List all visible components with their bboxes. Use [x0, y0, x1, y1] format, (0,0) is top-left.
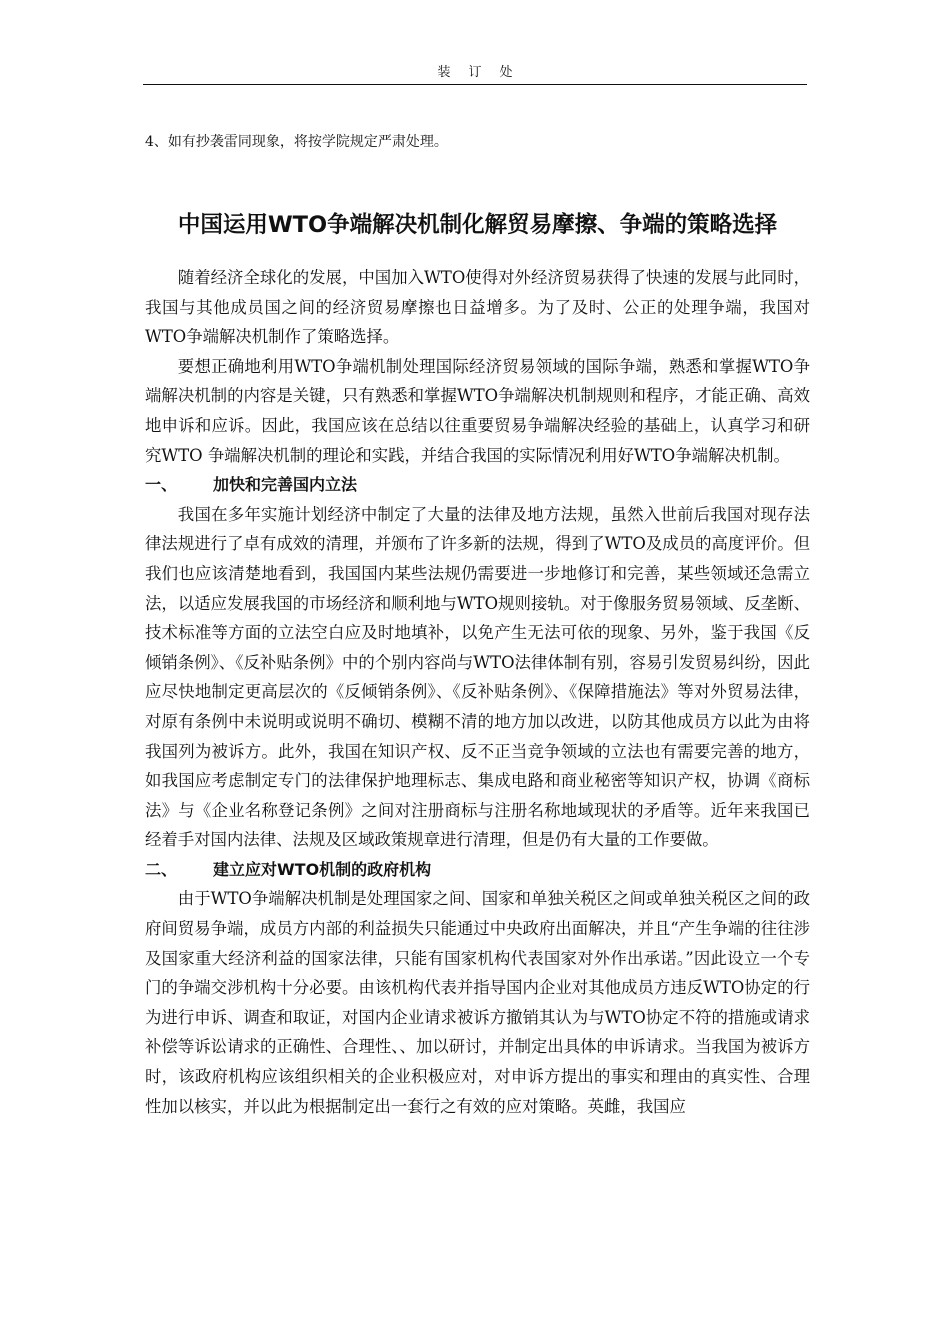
header-rule [143, 84, 807, 85]
binding-margin-label: 装订处 [437, 65, 531, 80]
document-body [145, 263, 810, 1121]
section-heading-1 [145, 470, 810, 500]
section-1-paragraph: 我国在多年实施计划经济中制定了大量的法律及地方法规，虽然入世前后我国对现存法律法规进行了卓有成效的清理，并颁布了许多新的法规，得到了WTO及成员的高度评价。但我们也应该清楚地看到，我国国内某些法规仍需要进一步地修订和完善，某些领域还急需立法，以适应发展我国的市场经济和顺利地与WTO规则接轨。对于像服务贸易领域、反垄断、技术标准等方面的立法空白应及时地填补，以免产生无法可依的现象、另外，鉴于我国《反倾销条例》、《反补贴条例》中的个别内容尚与WTO法律体制有别，容易引发贸易纠纷，因此应尽快地制定更高层次的《反倾销条例》、《反补贴条例》、《保障措施法》等对外贸易法律，对原有条例中未说明或说明不确切、模糊不清的地方加以改进，以防其他成员方以此为由将我国列为被诉方。此外，我国在知识产权、反不正当竞争领域的立法也有需要完善的地方，如我国应考虑制定专门的法律保护地理标志、集成电路和商业秘密等知识产权，协调《商标法》与《企业名称登记条例》之间对注册商标与注册名称地域现状的矛盾等。近年来我国已经着手对国内法律、法规及区域政策规章进行清理，但是仍有大量的工作要做。 [145, 504, 810, 850]
section-2-paragraph: 由于WTO争端解决机制是处理国家之间、国家和单独关税区之间或单独关税区之间的政府间贸易争端，成员方内部的利益损失只能通过中央政府出面解决，并且“产生争端的往往涉及国家重大经济利益的国家法律，只能有国家机构代表国家对外作出承诺。”因此设立一个专门的争端交涉机构十分必要。由该机构代表并指导国内企业对其他成员方违反WTO协定的行为进行申诉、调查和取证，对国内企业请求被诉方撤销其认为与WTO协定不符的措施或请求补偿等诉讼请求的正确性、合理性、、加以研讨，并制定出具体的申诉请求。当我国为被诉方时，该政府机构应该组织相关的企业积极应对，对申诉方提出的事实和理由的真实性、合理性加以核实，并以此为根据制定出一套行之有效的应对策略。英雌，我国应 [145, 889, 810, 1116]
document-title: 中国运用WTO争端解决机制化解贸易摩擦、争端的策略选择 [177, 212, 778, 238]
plagiarism-note: 4、如有抄袭雷同现象，将按学院规定严肃处理。 [145, 134, 448, 150]
intro-paragraph-1: 随着经济全球化的发展，中国加入WTO使得对外经济贸易获得了快速的发展与此同时，我国与其他成员国之间的经济贸易摩擦也日益增多。为了及时、公正的处理争端，我国对WTO争端解决机制作了策略选择。 [145, 268, 810, 347]
section-heading-2 [145, 855, 810, 885]
section-number: 一、 [145, 475, 178, 495]
section-heading-text: 建立应对WTO机制的政府机构 [213, 859, 432, 879]
intro-paragraph-2: 要想正确地利用WTO争端机制处理国际经济贸易领域的国际争端，熟悉和掌握WTO争端解决机制的内容是关键，只有熟悉和掌握WTO争端解决机制规则和程序，才能正确、高效地申诉和应诉。因此，我国应该在总结以往重要贸易争端解决经验的基础上，认真学习和研究WTO 争端解决机制的理论和实践，并结合我国的实际情况利用好WTO争端解决机制。 [145, 356, 810, 465]
section-heading-text: 加快和完善国内立法 [213, 475, 358, 495]
section-number: 二、 [145, 859, 178, 879]
